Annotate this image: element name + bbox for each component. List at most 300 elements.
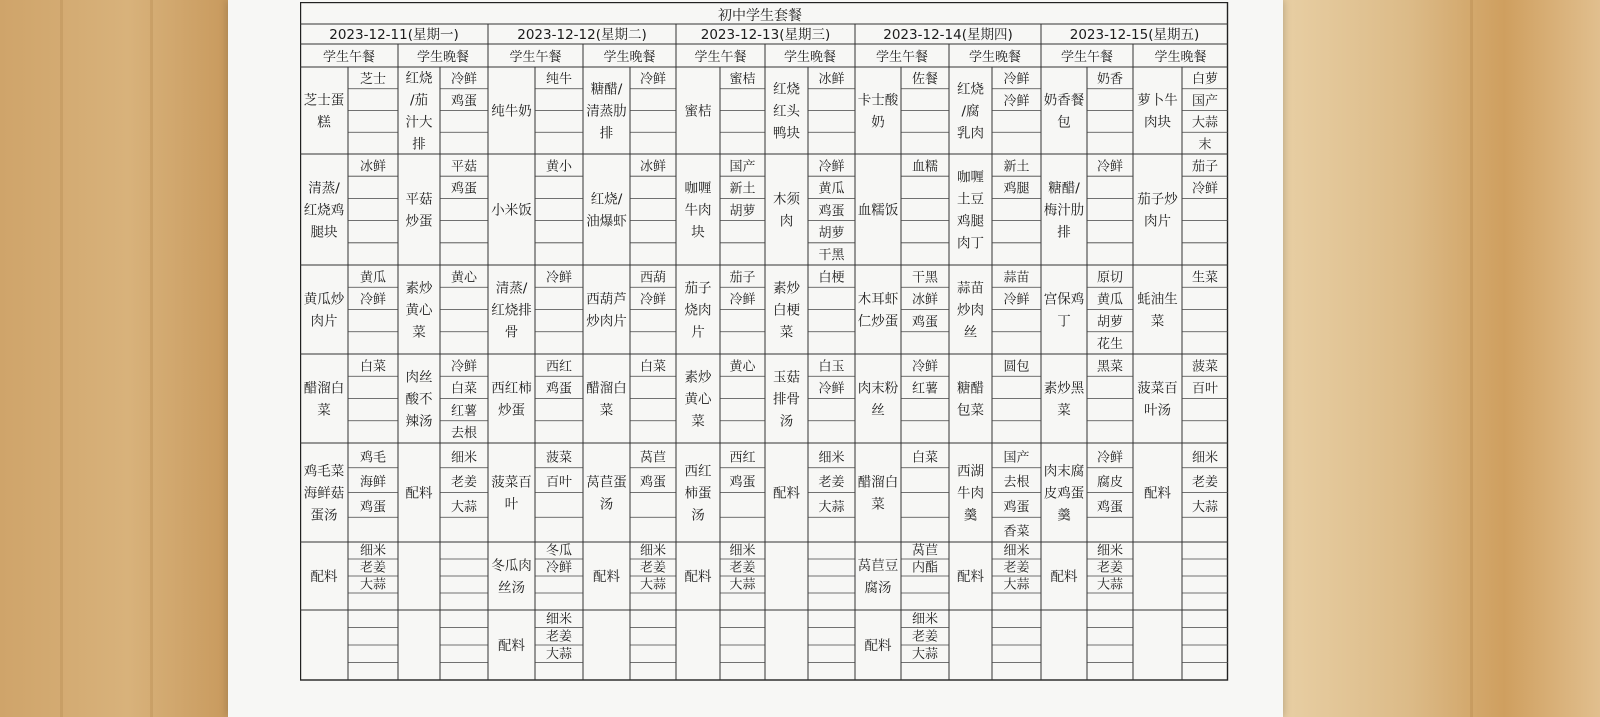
ingredient-name: 芝士 [359,72,387,88]
dish-name-line: 菜 [1057,402,1071,419]
ingredient-name: 黑菜 [1096,359,1124,375]
ingredient-name: 冷鲜 [1003,292,1030,308]
dish-name [773,190,801,229]
dish-name [586,290,627,329]
dish-name [304,462,345,523]
dish-name [858,379,899,418]
ingredient-name: 佐餐 [911,72,939,88]
dish-name-line: 炒肉 [957,302,984,319]
dish-name [1144,485,1172,501]
ingredient-name: 蜜桔 [729,72,756,88]
ingredient-name: 冷鲜 [545,270,573,286]
dish-name-line: 汤 [691,507,705,524]
ingredient-name: 黄瓜 [818,181,845,197]
dish-name-line: 腿块 [310,224,338,241]
dish-name-line: 芝士蛋 [303,92,345,109]
dish-name-line: 肉丝 [405,369,433,386]
dish-name-line: 宫保鸡 [1043,291,1085,308]
dish-name-line: 肉块 [1144,114,1171,131]
dish-name-line: 木耳虾 [857,291,899,308]
ingredient-name: 大蒜 [1096,577,1124,593]
dish-name-line: 仁炒蛋 [857,313,899,330]
dish-name-line: 蛋汤 [310,507,338,524]
ingredient-name: 大蒜 [545,646,573,662]
ingredient-name: 冰鲜 [818,72,845,88]
dish-name-line: 木须 [773,191,800,208]
dish-name [1044,379,1085,418]
dish-name-line: 红头 [773,103,800,120]
ingredient-name: 新土 [1003,159,1030,175]
ingredient-name: 细米 [1003,543,1030,559]
dish-name [1137,190,1178,229]
dish-name [858,201,899,218]
dish-name-line: 块 [691,224,705,241]
ingredient-name: 细米 [729,543,756,559]
dish-name-line: 奶香餐 [1043,92,1085,109]
dish-name-line: 糖醋 [957,380,984,397]
ingredient-name: 冰鲜 [911,292,939,308]
menu-title: 初中学生套餐 [718,8,802,24]
meal-header: 学生晚餐 [1154,50,1207,65]
ingredient-name: 奶香 [1096,72,1124,88]
dish-name-line: 土豆 [957,191,984,208]
dish-name-line: 纯牛奶 [491,103,532,120]
dish-name-line: 菜 [317,402,331,419]
dish-name [957,80,984,141]
dish-name-line: 肉丁 [957,235,984,252]
meal-header: 学生午餐 [509,50,562,65]
dish-name-line: 咖喱 [684,180,712,197]
ingredient-name: 大蒜 [729,577,756,593]
ingredient-name: 胡萝 [729,203,756,219]
ingredient-name: 细米 [911,611,939,627]
ingredient-name: 冷鲜 [1096,450,1124,466]
dish-name [1044,462,1085,523]
dish-name [586,474,627,512]
dish-name-line: 配料 [864,637,892,654]
dish-name-line: 配料 [957,568,984,585]
dish-name-line: 糖醋/ [1048,180,1080,197]
dish-name-line: 汤 [779,413,794,430]
ingredient-name: 西红 [729,450,756,466]
ingredient-name: 鸡蛋 [911,314,939,330]
dish-name [1044,179,1085,240]
dish-name [773,369,800,429]
dish-name-line: 醋溜白 [857,474,899,491]
dish-name-line: 配料 [405,485,433,502]
menu-cells [304,69,1219,662]
dish-name [406,279,433,340]
dish-name [858,558,899,596]
ingredient-name: 茄子 [1191,159,1219,175]
dish-name-line: 包 [1057,114,1071,131]
ingredient-name: 红薯 [911,381,939,397]
dish-name-line: 油爆虾 [586,213,627,230]
ingredient-name: 白菜 [450,381,478,397]
ingredient-name: 茄子 [729,270,756,286]
ingredient-name: 老姜 [1191,475,1219,491]
dish-name-line: 蒜苗 [957,280,984,297]
dish-name-line: 菜 [1150,313,1165,330]
dish-name [858,290,899,329]
ingredient-name: 大蒜 [911,646,939,662]
ingredient-name: 白菜 [359,359,387,375]
wood-grain [150,0,153,717]
dish-name [858,91,899,130]
meal-header: 学生晚餐 [603,50,656,65]
ingredient-name: 冷鲜 [818,159,845,175]
ingredient-name: 菠菜 [1191,359,1219,375]
dish-name [498,638,526,654]
dish-name [491,473,532,512]
ingredient-name: 去根 [1003,475,1030,491]
dish-name-line: 红烧排 [491,302,532,319]
ingredient-name: 鸡蛋 [1003,499,1030,515]
ingredient-name: 老姜 [545,629,573,645]
dish-name-line: 菠菜百 [491,474,532,491]
ingredient-name: 细米 [639,543,667,559]
dish-name [865,638,893,654]
dish-name-line: 丁 [1057,313,1071,330]
meal-header: 学生晚餐 [783,50,837,65]
dish-name-line: 配料 [498,637,525,654]
dish-name-line: 肉片 [1144,213,1171,230]
ingredient-name: 黄心 [729,359,756,375]
dish-name-line: 排 [412,136,426,153]
dish-name-line: 烧肉 [684,302,712,319]
ingredient-name: 冰鲜 [639,159,667,175]
dish-name-line: 海鲜菇 [303,485,345,502]
dish-name-line: /茄 [409,92,429,109]
ingredient-name: 国产 [729,159,756,175]
dish-name [406,485,433,501]
ingredient-name: 冷鲜 [450,359,478,375]
ingredient-name: 冷鲜 [1003,72,1030,88]
dish-name [858,473,899,512]
ingredient-name: 干黑 [818,248,845,264]
ingredient-name: 白玉 [818,359,845,375]
dish-name-line: 皮鸡蛋 [1043,485,1085,502]
dish-name [773,80,801,141]
ingredient-name: 黄瓜 [359,270,387,286]
meal-header: 学生午餐 [1060,50,1114,65]
dish-name-line: 清蒸/ [308,180,340,197]
meal-header: 学生晚餐 [968,50,1022,65]
ingredient-name: 纯牛 [545,72,573,88]
dish-name-line: 丝 [963,324,978,341]
day-header: 2023-12-13(星期三) [700,27,831,43]
dish-name-line: 卡士酸 [857,92,899,109]
ingredient-name: 黄小 [545,159,573,175]
dish-name-line: 蜜桔 [684,103,712,120]
dish-name-line: 菜 [412,324,426,341]
ingredient-name: 西红 [545,359,573,375]
ingredient-name: 老姜 [729,560,756,576]
dish-name-line: 炒蛋 [405,213,433,230]
ingredient-name: 鸡蛋 [729,475,756,491]
dish-name-line: 蚝油生 [1137,291,1178,308]
ingredient-name: 鸡蛋 [639,475,667,491]
dish-name-line: 红烧 [957,81,984,98]
dish-name-line: 牛肉 [684,202,712,219]
dish-name-line: 西葫芦 [586,291,627,308]
dish-name-line: 糕 [317,114,331,131]
ingredient-name: 鸡蛋 [1096,499,1124,515]
dish-name-line: 肉片 [310,313,338,330]
ingredient-name: 鸡毛 [359,450,387,466]
dish-name [491,379,532,418]
ingredient-name: 干黑 [911,270,939,286]
ingredient-name: 蒜苗 [1003,270,1030,286]
dish-name [491,279,532,340]
ingredient-name: 血糯 [911,159,939,175]
dish-name [586,379,627,418]
dish-name-line: 配料 [684,568,712,585]
ingredient-name: 老姜 [818,475,845,491]
ingredient-name: 大蒜 [1003,577,1030,593]
ingredient-name: 腐皮 [1096,475,1124,491]
ingredient-name: 末 [1198,137,1212,153]
ingredient-name: 去根 [450,426,478,442]
ingredient-name: 大蒜 [1191,115,1219,131]
dish-name [304,379,345,418]
dish-name-line: 清蒸/ [495,280,528,297]
dish-name [773,485,801,501]
ingredient-name: 细米 [359,543,387,559]
dish-name-line: 乳肉 [957,125,984,142]
dish-name-line: 西红 [684,463,712,480]
ingredient-name: 百叶 [1191,381,1219,397]
dish-name-line: 清蒸肋 [586,103,627,120]
dish-name-line: 肉末粉 [857,380,899,397]
dish-name-line: 黄心 [684,391,712,408]
dish-name-line: 菠菜百 [1137,380,1178,397]
ingredient-name: 冷鲜 [359,292,387,308]
ingredient-name: 冷鲜 [450,72,478,88]
ingredient-name: 红薯 [450,403,478,419]
ingredient-name: 冷鲜 [729,292,756,308]
dish-name [406,69,433,152]
dish-name [957,169,985,251]
ingredient-name: 莴苣 [639,450,667,466]
ingredient-name: 国产 [1191,93,1219,109]
ingredient-name: 花生 [1096,337,1124,353]
dish-name-line: 排骨 [773,391,800,408]
ingredient-name: 老姜 [1003,560,1030,576]
ingredient-name: 白菜 [911,450,939,466]
ingredient-name: 冰鲜 [359,159,387,175]
meal-header: 学生晚餐 [416,50,470,65]
dish-name-line: 配料 [773,485,800,502]
dish-name [304,290,345,329]
dish-name-line: 醋溜白 [303,380,345,397]
dish-name-line: 白梗 [773,302,800,319]
dish-name [685,368,713,429]
dish-name [311,569,338,585]
dish-name-line: 冬瓜肉 [491,557,532,574]
wood-grain [1470,0,1473,717]
dish-name [1137,91,1178,130]
dish-name-line: 平菇 [405,191,433,208]
dish-name-line: 配料 [1050,568,1078,585]
day-header-row [329,27,1199,43]
ingredient-name: 生菜 [1191,270,1219,286]
ingredient-name: 百叶 [545,475,573,491]
ingredient-name: 冷鲜 [818,381,845,397]
dish-name-line: 醋溜白 [586,380,627,397]
dish-name [685,569,713,585]
meal-header: 学生午餐 [694,50,747,65]
dish-name-line: 菜 [691,413,705,430]
dish-name [491,558,532,596]
dish-name [685,463,713,523]
dish-name-line: 鸡毛菜 [303,463,345,480]
dish-name-line: 西红柿 [491,380,532,397]
ingredient-name: 冷鲜 [639,292,667,308]
ingredient-name: 黄心 [450,270,478,286]
dish-name-line: 配料 [310,568,338,585]
dish-name-line: 萝卜牛 [1137,92,1178,109]
ingredient-name: 冷鲜 [1096,159,1124,175]
dish-name [1137,290,1178,329]
ingredient-name: 鸡蛋 [818,203,845,219]
dish-name [685,102,713,119]
ingredient-name: 冷鲜 [911,359,939,375]
dish-name-line: 腐汤 [864,579,892,596]
dish-name-line: 咖喱 [957,169,984,186]
dish-name [685,280,712,340]
dish-name-line: 红烧 [405,70,433,87]
ingredient-name: 老姜 [639,560,667,576]
ingredient-name: 莴苣 [911,543,939,559]
dish-name-line: 菜 [871,496,885,513]
dish-name-line: 炒肉片 [586,313,627,330]
ingredient-name: 新土 [729,181,756,197]
ingredient-name: 老姜 [450,475,478,491]
dish-name-line: 包菜 [957,402,984,419]
dish-name-line: 叶汤 [1144,402,1171,419]
dish-name-line: 炒蛋 [498,402,525,419]
ingredient-name: 内酯 [911,560,939,576]
dish-name-line: 骨 [504,324,519,341]
ingredient-name: 细米 [545,611,573,627]
dish-name-line: 素炒 [405,280,433,297]
dish-name-line: 素炒 [773,280,800,297]
dish-name-line: 梅汁肋 [1043,202,1085,219]
dish-name-line: 丝 [871,402,885,419]
ingredient-name: 圆包 [1003,359,1030,375]
dish-name [957,279,984,340]
ingredient-name: 大蒜 [359,577,387,593]
dish-name-line: 血糯饭 [857,202,899,219]
dish-name-line: 柿蛋 [684,485,712,502]
ingredient-name: 细米 [818,450,845,466]
ingredient-name: 白萝 [1191,72,1219,88]
ingredient-name: 菠菜 [545,450,573,466]
dish-name-line: 鸭块 [773,125,800,142]
dish-name [957,569,985,585]
ingredient-name: 老姜 [1096,560,1124,576]
dish-name [491,201,532,218]
ingredient-name: 冷鲜 [639,72,667,88]
ingredient-name: 大蒜 [1191,499,1219,515]
dish-name-line: 肉 [779,213,794,230]
dish-name-line: 叶 [504,496,519,513]
day-header: 2023-12-11(星期一) [329,27,459,43]
dish-name-line: /腐 [961,103,980,120]
dish-name-line: 黄瓜炒 [303,291,345,308]
ingredient-name: 大蒜 [818,499,845,515]
ingredient-name: 冬瓜 [545,543,573,559]
wood-surface-right [1280,0,1600,717]
ingredient-name: 平菇 [450,159,478,175]
meal-header: 学生午餐 [875,50,929,65]
ingredient-name: 细米 [1096,543,1124,559]
dish-name-line: 西湖 [957,463,984,480]
ingredient-name: 细米 [450,450,478,466]
dish-name [586,80,627,141]
dish-name [304,91,345,130]
ingredient-name: 胡萝 [818,226,845,242]
dish-name-line: 素炒黑 [1043,380,1085,397]
dish-name-line: 小米饭 [491,202,532,219]
dish-name-line: 片 [691,324,705,341]
dish-name-line: 羹 [1057,507,1071,524]
dish-name-line: 肉末腐 [1043,463,1085,480]
dish-name [406,191,433,229]
dish-name [406,369,433,429]
dish-name-line: 配料 [593,568,620,585]
dish-name-line: 莴苣蛋 [586,474,627,491]
ingredient-name: 国产 [1003,450,1030,466]
dish-name-line: 莴苣豆 [857,557,899,574]
dish-name-line: 排 [1057,224,1071,241]
dish-name-line: 汤 [599,496,614,513]
weekly-menu-table [300,2,1235,682]
dish-name-line: 酸不 [405,391,433,408]
wood-grain [60,0,63,717]
dish-name [773,279,801,340]
dish-name-line: 鸡腿 [957,213,984,230]
dish-name-line: 茄子炒 [1137,191,1178,208]
dish-name-line: 辣汤 [405,413,433,430]
dish-name-line: 配料 [1144,485,1171,502]
ingredient-name: 胡萝 [1096,314,1124,330]
dish-name-line: 玉菇 [773,369,800,386]
dish-name-line: 茄子 [684,280,712,297]
dish-name-line: 红烧 [773,81,800,98]
ingredient-name: 老姜 [359,560,387,576]
dish-name-line: 红烧鸡 [303,202,345,219]
dish-name [957,379,984,418]
ingredient-name: 大蒜 [639,577,667,593]
ingredient-name: 冷鲜 [1191,181,1219,197]
dish-name [1051,569,1079,585]
ingredient-name: 细米 [1191,450,1219,466]
ingredient-name: 鸡蛋 [545,381,573,397]
dish-name-line: 丝汤 [498,579,525,596]
dish-name [685,180,713,240]
ingredient-name: 黄瓜 [1096,292,1124,308]
ingredient-name: 鸡蛋 [450,181,478,197]
dish-name-line: 红烧/ [590,191,623,208]
dish-name-line: 菜 [779,324,794,341]
dish-name-line: 汁大 [405,114,433,131]
ingredient-name: 大蒜 [450,499,478,515]
dish-name [593,569,621,585]
dish-name-line: 奶 [871,114,885,131]
day-header: 2023-12-12(星期二) [517,27,647,43]
